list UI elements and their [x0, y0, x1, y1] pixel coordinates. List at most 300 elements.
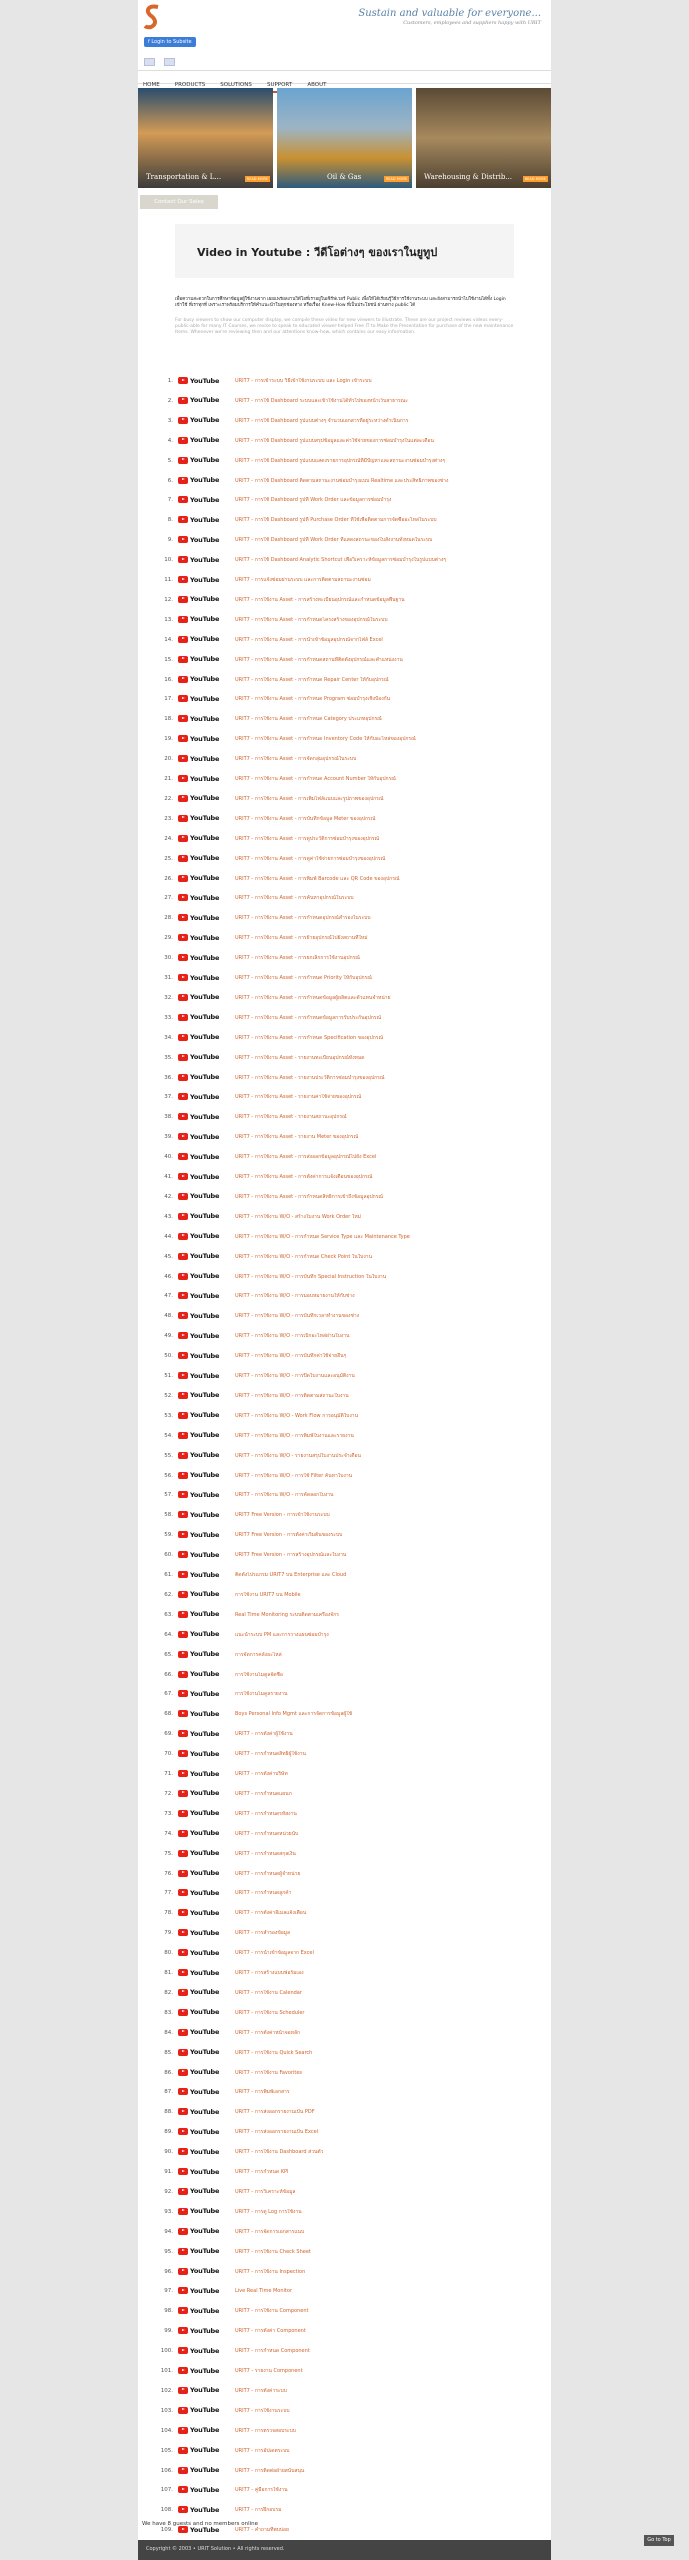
youtube-icon[interactable] — [178, 576, 188, 583]
youtube-icon[interactable] — [178, 855, 188, 862]
youtube-icon[interactable] — [178, 2088, 188, 2095]
youtube-wordmark: YouTube — [190, 2147, 220, 2156]
youtube-icon[interactable] — [178, 2307, 188, 2314]
youtube-icon[interactable] — [178, 1452, 188, 1459]
youtube-icon[interactable] — [178, 2447, 188, 2454]
video-link[interactable]: Boys Personal Info Mgmt และการจัดการข้อมูลผู้ใช้ — [235, 1711, 353, 1718]
video-link[interactable]: URIT7 - การดู Log การใช้งาน — [235, 2208, 302, 2215]
youtube-icon[interactable] — [178, 875, 188, 882]
youtube-icon[interactable] — [178, 636, 188, 643]
video-link[interactable]: URIT7 - การใช้งาน Asset - การดูค่าใช้จ่ายการซ่อมบำรุงของอุปกรณ์ — [235, 855, 386, 862]
video-link[interactable]: แนะนำระบบ PM และการวางแผนซ่อมบำรุง — [235, 1631, 329, 1638]
video-link[interactable]: การจัดการคลังอะไหล่ — [235, 1651, 282, 1658]
video-row — [138, 1150, 551, 1170]
youtube-icon[interactable] — [178, 397, 188, 404]
youtube-icon[interactable] — [178, 2268, 188, 2275]
banner-warehousing[interactable] — [416, 88, 551, 188]
video-link[interactable]: URIT7 - การใช้งาน Calendar — [235, 1989, 302, 1996]
youtube-icon[interactable] — [178, 974, 188, 981]
video-link[interactable]: URIT7 - การใช้ Dashboard รูปแบบต่างๆ จำนวนเอกสารที่อยู่ระหว่างดำเนินการ — [235, 417, 409, 424]
youtube-icon[interactable] — [178, 1690, 188, 1697]
video-row — [138, 1668, 551, 1688]
video-number: 54. — [164, 1432, 173, 1439]
youtube-icon[interactable] — [178, 1790, 188, 1797]
video-number: 4. — [167, 437, 173, 444]
youtube-icon[interactable] — [178, 556, 188, 563]
video-link[interactable]: URIT7 - การติดต่อฝ่ายสนับสนุน — [235, 2467, 305, 2474]
youtube-icon[interactable] — [178, 2228, 188, 2235]
youtube-icon[interactable] — [178, 596, 188, 603]
video-link[interactable]: URIT7 - การตั้งค่าบริษัท — [235, 1771, 288, 1777]
youtube-icon[interactable] — [178, 1591, 188, 1598]
youtube-icon[interactable] — [178, 1014, 188, 1021]
video-link[interactable]: URIT7 - การใช้งาน Asset - การจัดกลุ่มอุปกรณ์ในระบบ — [235, 756, 357, 763]
youtube-icon[interactable] — [178, 1770, 188, 1777]
video-link[interactable]: URIT7 - การใช้งาน W/O - การกำหนด Service Type และ Maintenance Type — [235, 1233, 410, 1240]
video-number: 84. — [164, 2029, 173, 2036]
video-number: 49. — [164, 1333, 173, 1340]
video-row — [138, 1767, 551, 1787]
video-link[interactable]: URIT7 - การกำหนด Component — [235, 2348, 310, 2355]
contact-sales-button[interactable]: Contact Our Sales — [140, 195, 218, 209]
read-more-tag[interactable]: READ MORE — [385, 177, 407, 181]
video-link[interactable]: URIT7 - การใช้งาน Asset - การกำหนดอุปกรณ์สำรองในระบบ — [235, 915, 371, 922]
youtube-icon[interactable] — [178, 1830, 188, 1837]
login-subsite-button[interactable] — [144, 37, 196, 47]
youtube-icon[interactable] — [178, 715, 188, 722]
youtube-icon[interactable] — [178, 1034, 188, 1041]
video-number: 17. — [164, 696, 173, 703]
youtube-icon[interactable] — [178, 1611, 188, 1618]
video-row — [138, 1409, 551, 1429]
video-row — [138, 1807, 551, 1827]
nav-support[interactable]: SUPPORT — [262, 79, 297, 93]
video-number: 14. — [164, 636, 173, 643]
video-link[interactable]: URIT7 - การกำหนดรหัสงาน — [235, 1810, 297, 1817]
youtube-icon[interactable] — [178, 477, 188, 484]
video-number: 24. — [164, 835, 173, 842]
video-row — [138, 2304, 551, 2324]
youtube-icon[interactable] — [178, 1750, 188, 1757]
video-link[interactable]: URIT7 - การใช้งาน W/O - การพิมพ์ใบงานและรายงาน — [235, 1432, 354, 1439]
youtube-icon[interactable] — [178, 2108, 188, 2115]
video-link[interactable]: URIT7 - การใช้งาน W/O - Work Flow การอนุมัติใบงาน — [235, 1412, 359, 1419]
video-link[interactable]: ติดตั้งโปรแกรม URIT7 บน Enterprise และ Cloud — [235, 1572, 347, 1578]
video-link[interactable]: URIT7 - การเข้าระบบ วิธีเข้าใช้งานระบบ และ Login เข้าระบบ — [235, 378, 372, 384]
youtube-icon[interactable] — [178, 1233, 188, 1240]
video-link[interactable]: URIT7 - การกำหนด KPI — [235, 2169, 289, 2175]
video-link[interactable]: URIT7 - การใช้งาน Component — [235, 2308, 309, 2315]
youtube-icon[interactable] — [178, 2387, 188, 2394]
video-number: 8. — [167, 517, 173, 524]
video-link[interactable]: URIT7 - การใช้งาน Asset - การบันทึกข้อมูล Meter ของอุปกรณ์ — [235, 815, 376, 822]
video-number: 38. — [164, 1114, 173, 1121]
youtube-wordmark: YouTube — [190, 1630, 220, 1639]
english-flag-icon[interactable] — [164, 58, 175, 66]
youtube-icon[interactable] — [178, 1253, 188, 1260]
video-link[interactable]: URIT7 - การใช้งาน Asset - การดูประวัติการซ่อมบำรุงของอุปกรณ์ — [235, 835, 380, 842]
youtube-icon[interactable] — [178, 1969, 188, 1976]
video-link[interactable]: URIT7 - การใช้งาน Asset - การกำหนด Inventory Code ให้กับอะไหล่ของอุปกรณ์ — [235, 736, 416, 743]
read-more-tag[interactable]: READ MORE — [246, 177, 268, 181]
video-link[interactable]: URIT7 - การกำหนดหน่วยนับ — [235, 1830, 299, 1837]
video-link[interactable]: การใช้งานโมดูลจัดซื้อ — [235, 1671, 283, 1678]
video-link[interactable]: URIT7 - การตั้งค่าหน้าจอหลัก — [235, 2029, 301, 2036]
youtube-icon[interactable] — [178, 616, 188, 623]
video-link[interactable]: URIT7 - การใช้งาน Dashboard ส่วนตัว — [235, 2149, 324, 2156]
video-link[interactable]: URIT7 - การตรวจสอบระบบ — [235, 2427, 296, 2434]
video-link[interactable]: URIT7 - การอัปเดตระบบ — [235, 2447, 290, 2454]
youtube-icon[interactable] — [178, 1412, 188, 1419]
video-row — [138, 2245, 551, 2265]
video-link[interactable]: URIT7 - การใช้งาน W/O - การติดตามสถานะใบงาน — [235, 1392, 349, 1399]
video-link[interactable]: URIT7 - การกำหนดสิทธิ์ผู้ใช้งาน — [235, 1751, 306, 1758]
video-row — [138, 2185, 551, 2205]
video-row — [138, 593, 551, 613]
video-link[interactable]: URIT7 - การใช้ Dashboard ระบบและเข้าใช้งานได้ทั่วไปของหน้าเว็บสาธารณะ — [235, 397, 408, 404]
youtube-icon[interactable] — [178, 2248, 188, 2255]
video-link[interactable]: URIT7 - การใช้งาน Asset - การกำหนดข้อมูลผู้ผลิตและตัวแทนจำหน่าย — [235, 994, 391, 1001]
video-link[interactable]: URIT7 - การใช้งานระบบ — [235, 2407, 290, 2414]
video-number: 86. — [164, 2069, 173, 2076]
youtube-icon[interactable] — [178, 1551, 188, 1558]
youtube-icon[interactable] — [178, 1392, 188, 1399]
youtube-icon[interactable] — [178, 1929, 188, 1936]
youtube-wordmark: YouTube — [190, 1650, 220, 1659]
youtube-icon[interactable] — [178, 536, 188, 543]
youtube-icon[interactable] — [178, 2327, 188, 2334]
video-link[interactable]: URIT7 - การใช้งาน Asset - การสร้างทะเบียนอุปกรณ์และกำหนดข้อมูลพื้นฐาน — [235, 596, 405, 603]
youtube-icon[interactable] — [178, 1213, 188, 1220]
youtube-wordmark: YouTube — [190, 854, 220, 863]
video-number: 12. — [164, 596, 173, 603]
video-link[interactable]: URIT7 Free Version - การตั้งค่าเริ่มต้นของระบบ — [235, 1532, 343, 1539]
youtube-icon[interactable] — [178, 1113, 188, 1120]
youtube-icon[interactable] — [178, 1491, 188, 1498]
youtube-icon[interactable] — [178, 1292, 188, 1299]
video-row — [138, 1628, 551, 1648]
video-row — [138, 752, 551, 772]
video-number: 59. — [164, 1532, 173, 1539]
youtube-icon[interactable] — [178, 2148, 188, 2155]
video-number: 105. — [160, 2447, 173, 2454]
youtube-icon[interactable] — [178, 2069, 188, 2076]
youtube-icon[interactable] — [178, 457, 188, 464]
video-link[interactable]: Real Time Monitoring ระบบติดตามเครื่องจักร — [235, 1611, 339, 1618]
video-link[interactable]: URIT7 - การส่งออกรายงานเป็น PDF — [235, 2109, 315, 2116]
youtube-icon[interactable] — [178, 437, 188, 444]
youtube-icon[interactable] — [178, 695, 188, 702]
video-link[interactable]: URIT7 - การใช้งาน Asset - การย้ายอุปกรณ์ไปยังสถานที่ใหม่ — [235, 935, 368, 942]
youtube-icon[interactable] — [178, 2506, 188, 2513]
video-number: 37. — [164, 1094, 173, 1101]
page-title-box — [175, 224, 514, 278]
video-link[interactable]: URIT7 - การใช้งาน Asset - การค้นหาอุปกรณ์ในระบบ — [235, 895, 354, 902]
video-link[interactable]: URIT7 - การใช้งาน W/O - การปิดใบงานและอนุมัติงาน — [235, 1373, 355, 1379]
video-link[interactable]: URIT7 - การใช้งาน Asset - การกำหนด Specification ของอุปกรณ์ — [235, 1034, 384, 1041]
video-number: 90. — [164, 2149, 173, 2156]
video-row — [138, 394, 551, 414]
video-link[interactable]: URIT7 - การใช้งาน W/O - การบันทึกค่าใช้จ่ายอื่นๆ — [235, 1353, 347, 1360]
youtube-icon[interactable] — [178, 1173, 188, 1180]
video-link[interactable]: URIT7 - การใช้ Dashboard รูปที่ Work Order และข้อมูลการซ่อมบำรุง — [235, 497, 392, 504]
video-link[interactable]: URIT7 - การฝึกอบรม — [235, 2507, 282, 2514]
video-number: 15. — [164, 656, 173, 663]
youtube-icon[interactable] — [178, 1352, 188, 1359]
youtube-icon[interactable] — [178, 1810, 188, 1817]
nav-about[interactable]: ABOUT — [307, 82, 327, 88]
youtube-icon[interactable] — [178, 1730, 188, 1737]
banner-oil-gas[interactable] — [277, 88, 412, 188]
youtube-icon[interactable] — [178, 755, 188, 762]
video-link[interactable]: URIT7 - การใช้งาน Asset - การพิมพ์ Barcode และ QR Code ของอุปกรณ์ — [235, 875, 400, 882]
youtube-icon[interactable] — [178, 1093, 188, 1100]
video-number: 50. — [164, 1353, 173, 1360]
youtube-icon[interactable] — [178, 815, 188, 822]
video-row — [138, 1528, 551, 1548]
video-link[interactable]: URIT7 - การกำหนดผู้จำหน่าย — [235, 1870, 301, 1877]
video-number: 43. — [164, 1213, 173, 1220]
nav-solutions[interactable]: SOLUTIONS — [220, 82, 252, 88]
video-link[interactable]: URIT7 - การใช้ Dashboard ติดตามสถานะงานซ่อมบำรุงแบบ Realtime และประสิทธิภาพของช่าง — [235, 477, 449, 484]
youtube-icon[interactable] — [178, 1710, 188, 1717]
video-link[interactable]: URIT7 - การใช้งาน Asset - รายงาน Meter ของอุปกรณ์ — [235, 1134, 359, 1141]
video-link[interactable]: URIT7 - การใช้งาน Asset - การกำหนดสถานที่ติดตั้งอุปกรณ์และตำแหน่งงาน — [235, 656, 403, 663]
youtube-wordmark: YouTube — [190, 476, 220, 484]
video-link[interactable]: URIT7 - การใช้งาน W/O - รายงานสรุปใบงานประจำเดือน — [235, 1452, 361, 1459]
video-link[interactable]: URIT7 - การตั้งค่าระบบ — [235, 2387, 287, 2394]
video-link[interactable]: URIT7 - การจัดการเอกสารแนบ — [235, 2228, 305, 2235]
youtube-icon[interactable] — [178, 2367, 188, 2374]
video-row — [138, 832, 551, 852]
youtube-wordmark: YouTube — [190, 2048, 220, 2057]
video-link[interactable]: URIT7 - การใช้ Dashboard รูปแบบแสดงรายการอุปกรณ์ที่มีปัญหาและสถานะงานซ่อมบำรุงต่างๆ — [235, 457, 446, 464]
youtube-icon[interactable] — [178, 2208, 188, 2215]
site-logo[interactable] — [143, 4, 163, 31]
youtube-icon[interactable] — [178, 377, 188, 384]
youtube-icon[interactable] — [178, 1332, 188, 1339]
youtube-icon[interactable] — [178, 2188, 188, 2195]
video-link[interactable]: URIT7 - การกำหนดสกุลเงิน — [235, 1850, 296, 1857]
video-number: 61. — [164, 1572, 173, 1578]
banner-caption: Oil & Gas — [327, 173, 362, 181]
video-number: 41. — [164, 1174, 173, 1180]
youtube-icon[interactable] — [178, 735, 188, 742]
video-link[interactable]: URIT7 - การใช้งาน Asset - รายงานค่าใช้จ่ายของอุปกรณ์ — [235, 1094, 362, 1101]
video-number: 30. — [164, 955, 173, 962]
video-link[interactable]: URIT7 - การแจ้งซ่อมผ่านระบบ และการติดตามสถานะงานซ่อม — [235, 577, 371, 583]
thai-flag-icon[interactable] — [144, 58, 155, 66]
video-link[interactable]: URIT7 - การใช้งาน Check Sheet — [235, 2248, 311, 2255]
video-link[interactable]: URIT7 - การใช้งาน W/O - การคัดลอกใบงาน — [235, 1492, 334, 1499]
video-link[interactable]: URIT7 - การใช้งาน Asset - รายงานประวัติการซ่อมบำรุงของอุปกรณ์ — [235, 1074, 385, 1081]
video-link[interactable]: URIT7 - การใช้งาน Asset - การกำหนด Priority ให้กับอุปกรณ์ — [235, 975, 372, 981]
youtube-icon[interactable] — [178, 2287, 188, 2294]
video-link[interactable]: URIT7 - การตั้งค่าอีเมลแจ้งเตือน — [235, 1910, 307, 1917]
read-more-tag[interactable]: READ MORE — [524, 177, 546, 181]
video-link[interactable]: URIT7 - การใช้ Dashboard Analytic Shortcut เพื่อวิเคราะห์ข้อมูลการซ่อมบำรุงในรูปแบบต่างๆ — [235, 557, 446, 564]
nav-home[interactable]: HOME — [143, 82, 160, 88]
youtube-icon[interactable] — [178, 1531, 188, 1538]
nav-products[interactable]: PRODUCTS — [174, 82, 206, 88]
video-link[interactable]: URIT7 - การวิเคราะห์ข้อมูล — [235, 2188, 296, 2195]
video-row — [138, 1827, 551, 1847]
video-link[interactable]: URIT7 - การใช้งาน Asset - รายงานสถานะอุปกรณ์ — [235, 1114, 347, 1121]
video-link[interactable]: URIT7 - การใช้งาน W/O - การใช้ Filter ค้นหาใบงาน — [235, 1472, 353, 1479]
youtube-icon[interactable] — [178, 1432, 188, 1439]
youtube-icon[interactable] — [178, 2128, 188, 2135]
youtube-icon[interactable] — [178, 775, 188, 782]
youtube-icon[interactable] — [178, 894, 188, 901]
video-number: 55. — [164, 1452, 173, 1459]
youtube-icon[interactable] — [178, 1571, 188, 1578]
video-link[interactable]: URIT7 - การตั้งค่าผู้ใช้งาน — [235, 1731, 293, 1738]
youtube-icon[interactable] — [178, 795, 188, 802]
video-link[interactable]: URIT7 - การใช้งาน Scheduler — [235, 2009, 305, 2016]
youtube-icon[interactable] — [178, 1989, 188, 1996]
video-link[interactable]: URIT7 - การใช้ Dashboard รูปที่ Purchase Order ที่ใช้เพื่อติดตามการจัดซื้ออะไหล่ในระบบ — [235, 517, 437, 524]
video-number: 56. — [164, 1472, 173, 1479]
youtube-icon[interactable] — [178, 1054, 188, 1061]
video-link[interactable]: การใช้งานโมดูลรายงาน — [235, 1691, 288, 1698]
video-number: 107. — [160, 2487, 173, 2494]
youtube-icon[interactable] — [178, 1273, 188, 1280]
video-link[interactable]: URIT7 - การใช้งาน Asset - การตั้งค่าการแจ้งเตือนของอุปกรณ์ — [235, 1174, 373, 1180]
youtube-icon[interactable] — [178, 994, 188, 1001]
youtube-wordmark: YouTube — [190, 1490, 220, 1499]
video-link[interactable]: URIT7 - การใช้งาน Asset - การกำหนด Account Number ให้กับอุปกรณ์ — [235, 776, 396, 782]
video-link[interactable]: URIT7 - การใช้งาน Asset - การกำหนด Repair Center ให้กับอุปกรณ์ — [235, 676, 389, 683]
video-link[interactable]: URIT7 - คำถามที่พบบ่อย — [235, 2527, 289, 2534]
youtube-icon[interactable] — [178, 954, 188, 961]
video-row — [138, 1886, 551, 1906]
youtube-wordmark: YouTube — [190, 2346, 220, 2355]
video-number: 11. — [164, 577, 173, 583]
youtube-icon[interactable] — [178, 2347, 188, 2354]
video-link[interactable]: URIT7 - การใช้งาน Quick Search — [235, 2049, 313, 2056]
youtube-icon[interactable] — [178, 2486, 188, 2493]
youtube-icon[interactable] — [178, 2049, 188, 2056]
youtube-icon[interactable] — [178, 1949, 188, 1956]
youtube-icon[interactable] — [178, 934, 188, 941]
video-link[interactable]: URIT7 - รายงาน Component — [235, 2368, 303, 2374]
video-link[interactable]: URIT7 - การตั้งค่า Component — [235, 2328, 306, 2335]
youtube-icon[interactable] — [178, 1850, 188, 1857]
youtube-icon[interactable] — [178, 835, 188, 842]
youtube-icon[interactable] — [178, 1153, 188, 1160]
youtube-icon[interactable] — [178, 1631, 188, 1638]
youtube-icon[interactable] — [178, 2427, 188, 2434]
video-link[interactable]: URIT7 - การใช้ Dashboard รูปแบบสรุปข้อมูลและค่าใช้จ่ายของการซ่อมบำรุงในแต่ละเดือน — [235, 437, 434, 444]
video-link[interactable]: URIT7 - การใช้งาน Asset - การเพิ่มไฟล์แนบและรูปภาพของอุปกรณ์ — [235, 795, 384, 802]
video-link[interactable]: URIT7 Free Version - การเข้าใช้งานระบบ — [235, 1512, 330, 1519]
video-link[interactable]: URIT7 - การสร้างแบบฟอร์มเอง — [235, 1970, 304, 1976]
video-link[interactable]: URIT7 - การใช้งาน W/O - การบันทึก Special Instruction ในใบงาน — [235, 1273, 387, 1280]
video-link[interactable]: URIT7 - การกำหนดแผนก — [235, 1790, 292, 1797]
youtube-icon[interactable] — [178, 1511, 188, 1518]
video-link[interactable]: URIT7 - การใช้งาน Asset - การกำหนดโครงสร้างของอุปกรณ์ในระบบ — [235, 616, 388, 623]
video-link[interactable]: URIT7 - การใช้งาน W/O - การบันทึกเวลาทำงานของช่าง — [235, 1313, 360, 1320]
video-link[interactable]: URIT7 - การใช้งาน W/O - การเบิกอะไหล่ผ่านใบงาน — [235, 1333, 350, 1340]
video-link[interactable]: URIT7 - การใช้งาน Asset - การกำหนด Category ประเภทอุปกรณ์ — [235, 716, 382, 723]
youtube-wordmark: YouTube — [190, 2466, 220, 2474]
video-row — [138, 891, 551, 911]
video-link[interactable]: URIT7 - การใช้งาน Favorites — [235, 2069, 303, 2076]
youtube-icon[interactable] — [178, 1312, 188, 1319]
video-link[interactable]: URIT7 - การใช้งาน W/O - การกำหนด Check Point ในใบงาน — [235, 1253, 373, 1260]
video-link[interactable]: URIT7 - คู่มือการใช้งาน — [235, 2487, 288, 2494]
youtube-icon[interactable] — [178, 1889, 188, 1896]
youtube-icon[interactable] — [178, 1193, 188, 1200]
youtube-icon[interactable] — [178, 2467, 188, 2474]
video-link[interactable]: URIT7 - การใช้งาน Asset - การยกเลิกการใช้งานอุปกรณ์ — [235, 955, 360, 962]
banner-transportation[interactable] — [138, 88, 273, 188]
video-link[interactable]: URIT7 - การใช้งาน Asset - การส่งออกข้อมูลอุปกรณ์ไปยัง Excel — [235, 1154, 377, 1161]
video-number: 108. — [160, 2507, 173, 2514]
video-link[interactable]: URIT7 Free Version - การสร้างอุปกรณ์และใบงาน — [235, 1552, 347, 1559]
video-link[interactable]: URIT7 - การสำรองข้อมูล — [235, 1930, 291, 1937]
youtube-wordmark: YouTube — [190, 1670, 220, 1678]
video-link[interactable]: URIT7 - การส่งออกรายงานเป็น Excel — [235, 2129, 319, 2136]
youtube-icon[interactable] — [178, 2029, 188, 2036]
youtube-icon[interactable] — [178, 676, 188, 683]
youtube-icon[interactable] — [178, 516, 188, 523]
video-row — [138, 414, 551, 434]
youtube-icon[interactable] — [178, 1671, 188, 1678]
youtube-icon[interactable] — [178, 2168, 188, 2175]
video-number: 97. — [164, 2288, 173, 2295]
video-link[interactable]: URIT7 - การนำเข้าข้อมูลจาก Excel — [235, 1950, 314, 1957]
video-link[interactable]: URIT7 - การใช้งาน Asset - การนำเข้าข้อมูลอุปกรณ์จากไฟล์ Excel — [235, 636, 383, 643]
video-link[interactable]: URIT7 - การใช้งาน W/O - สร้างใบงาน Work Order ใหม่ — [235, 1213, 361, 1220]
go-to-top-button[interactable]: Go to Top — [644, 2535, 674, 2546]
youtube-icon[interactable] — [178, 1909, 188, 1916]
youtube-icon[interactable] — [178, 417, 188, 424]
video-link[interactable]: URIT7 - การกำหนดลูกค้า — [235, 1890, 292, 1897]
youtube-icon[interactable] — [178, 1074, 188, 1081]
video-number: 74. — [164, 1830, 173, 1837]
video-number: 69. — [164, 1731, 173, 1738]
youtube-icon[interactable] — [178, 496, 188, 503]
youtube-wordmark: YouTube — [190, 1869, 220, 1877]
youtube-icon[interactable] — [178, 1870, 188, 1877]
video-link[interactable]: URIT7 - การใช้ Dashboard รูปที่ Work Order ที่แสดงสถานะของใบสั่งงานทั้งหมดในระบบ — [235, 537, 433, 544]
youtube-wordmark: YouTube — [190, 1610, 220, 1619]
video-link[interactable]: Live Real Time Monitor — [235, 2288, 292, 2295]
video-link[interactable]: URIT7 - การใช้งาน Asset - การกำหนดข้อมูลการรับประกันอุปกรณ์ — [235, 1014, 382, 1021]
youtube-icon[interactable] — [178, 914, 188, 921]
youtube-icon[interactable] — [178, 2526, 188, 2533]
video-link[interactable]: URIT7 - การใช้งาน Inspection — [235, 2268, 306, 2275]
video-number: 93. — [164, 2208, 173, 2215]
youtube-icon[interactable] — [178, 1651, 188, 1658]
video-link[interactable]: การใช้งาน URIT7 บน Mobile — [235, 1591, 301, 1598]
video-number: 77. — [164, 1890, 173, 1897]
video-link[interactable]: URIT7 - การใช้งาน W/O - การมอบหมายงานให้กับช่าง — [235, 1293, 355, 1300]
youtube-icon[interactable] — [178, 2009, 188, 2016]
youtube-icon[interactable] — [178, 2407, 188, 2414]
youtube-icon[interactable] — [178, 1372, 188, 1379]
youtube-icon[interactable] — [178, 1472, 188, 1479]
video-link[interactable]: URIT7 - การใช้งาน Asset - การกำหนดสิทธิ์การเข้าถึงข้อมูลอุปกรณ์ — [235, 1193, 384, 1200]
youtube-icon[interactable] — [178, 656, 188, 663]
video-link[interactable]: URIT7 - การใช้งาน Asset - รายงานทะเบียนอุปกรณ์ทั้งหมด — [235, 1054, 365, 1061]
youtube-icon[interactable] — [178, 1133, 188, 1140]
youtube-wordmark: YouTube — [190, 1749, 220, 1758]
video-link[interactable]: URIT7 - การพิมพ์เอกสาร — [235, 2089, 290, 2096]
video-row — [138, 2344, 551, 2364]
video-link[interactable]: URIT7 - การใช้งาน Asset - การกำหนด Program ซ่อมบำรุงเชิงป้องกัน — [235, 696, 391, 703]
